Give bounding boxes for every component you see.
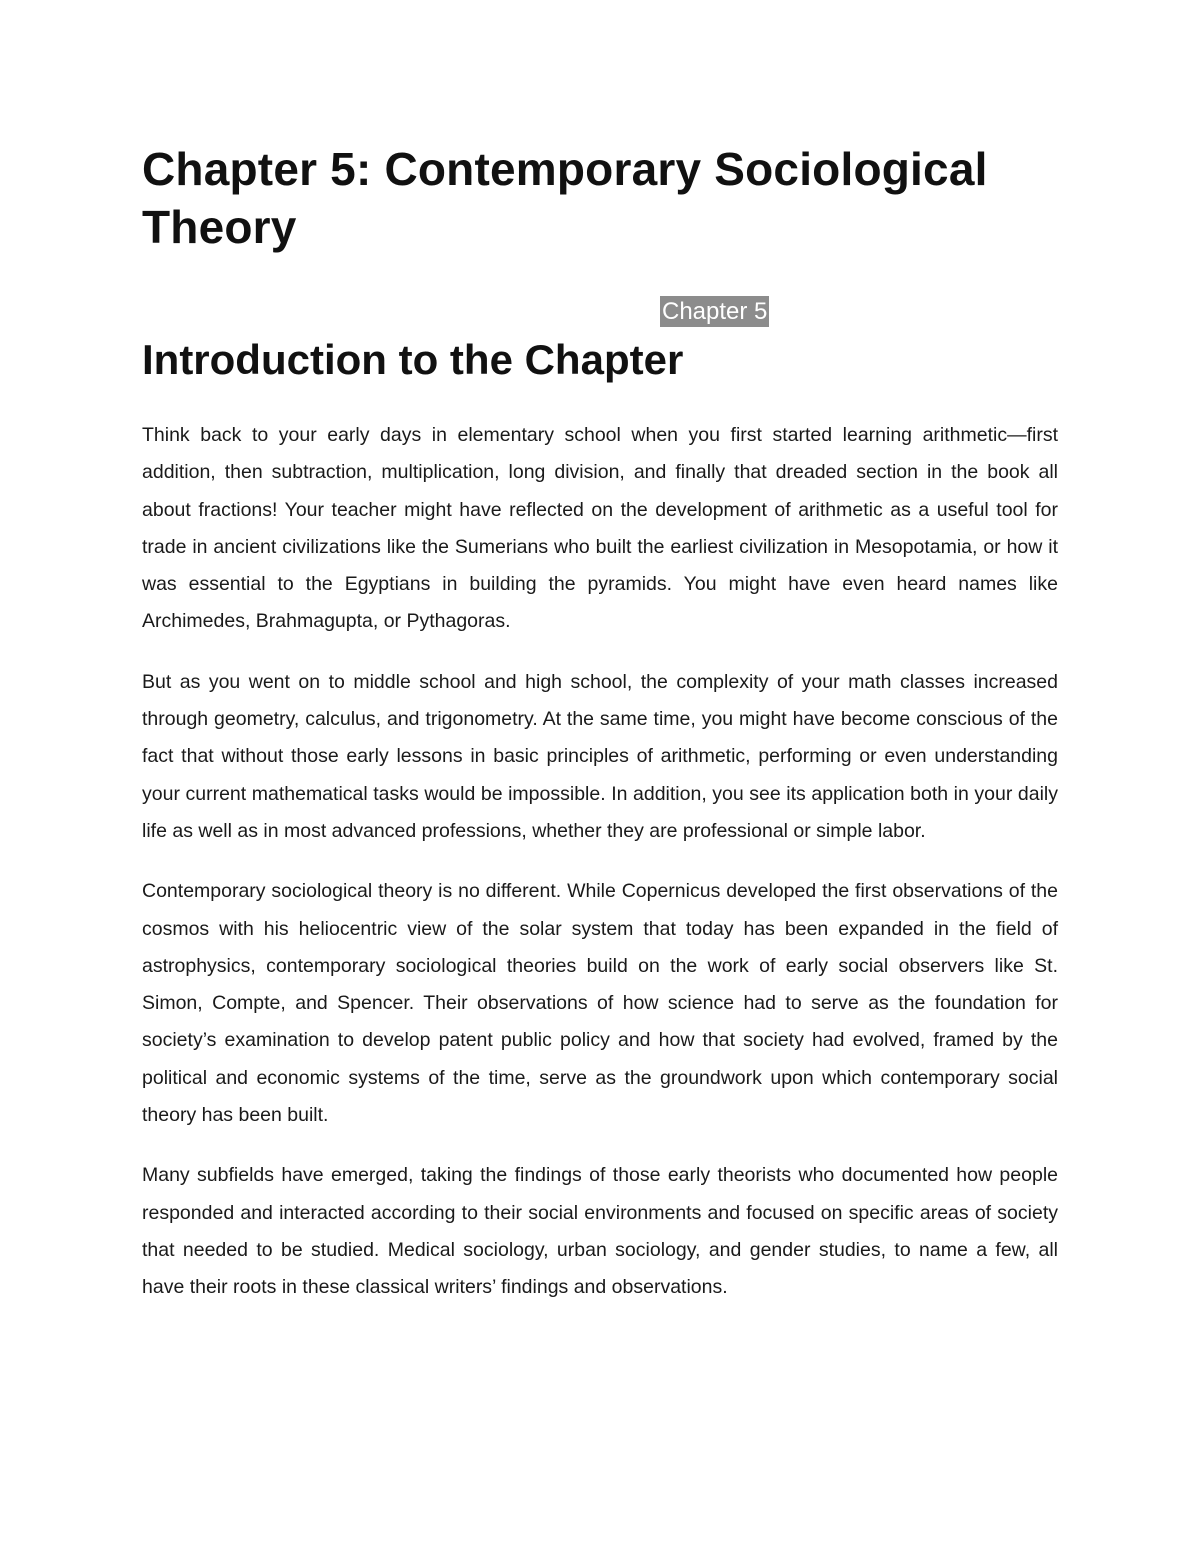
chapter-title: Chapter 5: Contemporary Sociological Theory xyxy=(142,143,988,253)
chapter-label-row xyxy=(142,296,1058,332)
paragraph-4: Many subfields have emerged, taking the findings of those early theorists who documented how people responded and interacted according to their social environments and focused on specific areas of society that needed to be studied. Medical sociology, urban sociology, and gender studies, to name a few, all have their roots in these classical writers’ findings and observations. xyxy=(142,1164,1058,1299)
paragraph-3: Contemporary sociological theory is no different. While Copernicus developed the first observations of the cosmos with his heliocentric view of the solar system that today has been expanded in the field of astrophysics, contemporary sociological theories build on the work of early social observers like St. Simon, Compte, and Spencer. Their observations of how science had to serve as the foundation for society’s examination to develop patent public policy and how that society had evolved, framed by the political and economic systems of the time, serve as the groundwork upon which contemporary social theory has been built. xyxy=(142,880,1058,1127)
section-heading: Introduction to the Chapter xyxy=(142,336,684,383)
paragraph-1: Think back to your early days in elementary school when you first started learning arithmetic—first addition, then subtraction, multiplication, long division, and finally that dreaded section in the book all about fractions! Your teacher might have reflected on the development of arithmetic as a useful tool for trade in ancient civilizations like the Sumerians who built the earliest civilization in Mesopotamia, or how it was essential to the Egyptians in building the pyramids. You might have even heard names like Archimedes, Brahmagupta, or Pythagoras. xyxy=(142,424,1058,633)
paragraph-2: But as you went on to middle school and high school, the complexity of your math classes increased through geometry, calculus, and trigonometry. At the same time, you might have become conscious of the fact that without those early lessons in basic principles of arithmetic, performing or even understanding your current mathematical tasks would be impossible. In addition, you see its application both in your daily life as well as in most advanced professions, whether they are professional or simple labor. xyxy=(142,670,1058,842)
chapter-label: Chapter 5 xyxy=(662,298,768,325)
document-content xyxy=(142,140,1058,1307)
